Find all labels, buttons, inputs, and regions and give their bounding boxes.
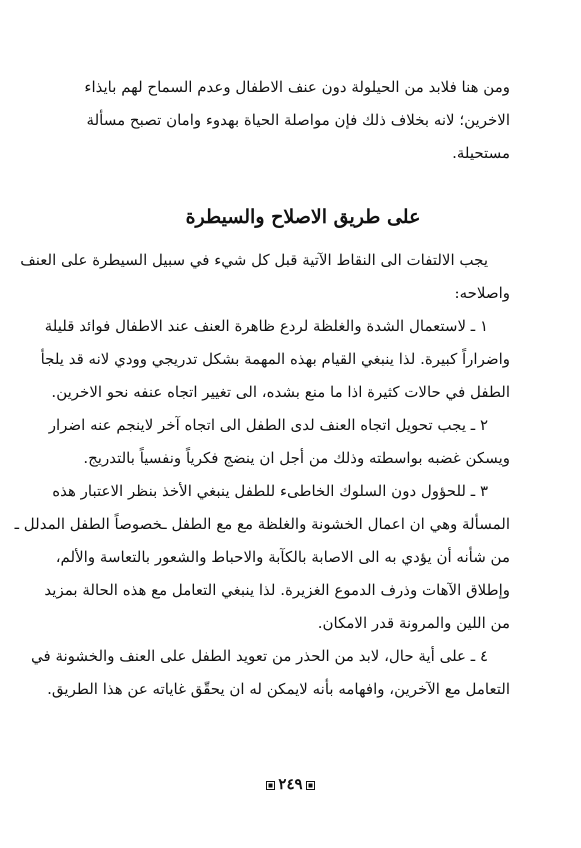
list-item-1-line: ١ ـ لاستعمال الشدة والغلظة لردع ظاهرة العنف عند الاطفال فوائد قليلة	[44, 317, 488, 335]
page-number-text: ٢٤٩	[278, 775, 303, 793]
text-line: التعامل مع الآخرين، وافهامه بأنه لايمكن له ان يحقّق غاياته عن هذا الطريق.	[47, 680, 510, 698]
page-number	[0, 775, 581, 793]
list-item-3-line: ٣ ـ للحؤول دون السلوك الخاطىء للطفل ينبغي الأخذ بنظر الاعتبار هذه	[52, 482, 488, 500]
list-item-4-line: ٤ ـ على أية حال، لابد من الحذر من تعويد الطفل على العنف والخشونة في	[31, 647, 488, 665]
text-line: المسألة وهي ان اعمال الخشونة والغلظة مع مع الطفل ـخصوصاً الطفل المدلل ـ	[14, 515, 510, 533]
text-line: مستحيلة.	[452, 144, 510, 162]
text-line: وإطلاق الآهات وذرف الدموع الغزيرة. لذا ينبغي التعامل مع هذه الحالة بمزيد	[44, 581, 510, 599]
text-line: الاخرين؛ لانه بخلاف ذلك فإن مواصلة الحياة بهدوء وامان تصبح مسألة	[86, 111, 510, 129]
text-line: يجب الالتفات الى النقاط الآتية قبل كل شيء في سبيل السيطرة على العنف	[20, 251, 488, 269]
text-line: واضراراً كبيرة. لذا ينبغي القيام بهذه المهمة بشكل تدريجي وودي لانه قد يلجأ	[40, 350, 510, 368]
text-line: واصلاحه:	[454, 284, 510, 302]
text-line: ويسكن غضبه بواسطته وذلك من أجل ان ينضج فكرياً ونفسياً بالتدريج.	[83, 449, 510, 467]
text-line: الطفل في حالات كثيرة اذا ما منع بشده، الى تغيير اتجاه عنفه نحو الاخرين.	[51, 383, 510, 401]
list-item-2-line: ٢ ـ يجب تحويل اتجاه العنف لدى الطفل الى اتجاه آخر لاينجم عنه اضرار	[48, 416, 488, 434]
section-heading: على طريق الاصلاح والسيطرة	[185, 206, 421, 228]
text-line: من شأنه أن يؤدي به الى الاصابة بالكآبة والاحباط والشعور بالتعاسة والألم،	[55, 548, 510, 566]
square-ornament-icon	[306, 781, 315, 790]
square-ornament-icon	[266, 781, 275, 790]
text-line: من اللين والمرونة قدر الامكان.	[317, 614, 510, 632]
text-line: ومن هنا فلابد من الحيلولة دون عنف الاطفال وعدم السماح لهم بايذاء	[84, 78, 510, 96]
main-paragraphs	[14, 244, 510, 706]
intro-paragraph	[84, 71, 510, 170]
